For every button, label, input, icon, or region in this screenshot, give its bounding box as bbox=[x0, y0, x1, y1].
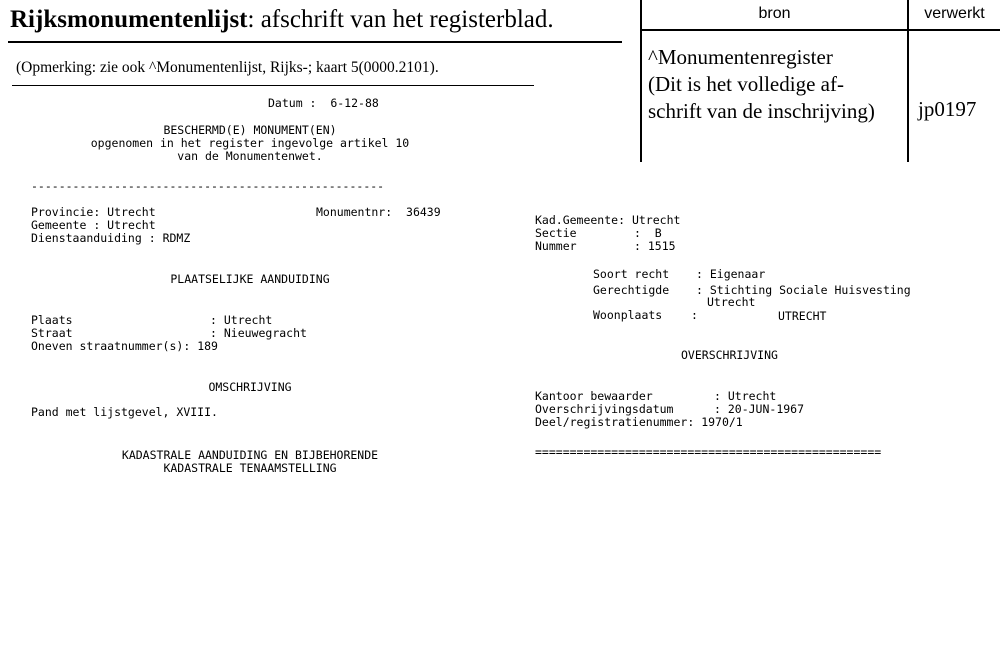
table-header-source: bron bbox=[758, 5, 791, 22]
source-cell bbox=[648, 44, 904, 125]
omschrijving-text: Pand met lijstgevel, XVIII. bbox=[31, 405, 218, 419]
doc-heading-2: opgenomen in het register ingevolge artikel 10 bbox=[90, 136, 410, 150]
doc-heading-3: van de Monumentenwet. bbox=[177, 149, 323, 163]
deel-label: Deel/registratienummer bbox=[535, 415, 688, 429]
soort-recht-value-row: : Eigenaar bbox=[696, 267, 766, 281]
straat-value-row: : Nieuwegracht bbox=[210, 326, 307, 340]
kantoor-value-row: : Utrecht bbox=[714, 389, 777, 403]
monumentnr-label: Monumentnr bbox=[316, 205, 386, 219]
kadastrale-heading-1: KADASTRALE AANDUIDING EN BIJBEHORENDE bbox=[121, 448, 379, 462]
sectie-value: B bbox=[654, 226, 662, 240]
table-left-border bbox=[640, 0, 642, 162]
gerechtigde-value-2: Utrecht bbox=[707, 295, 756, 309]
source-line: schrift van de inschrijving) bbox=[648, 99, 875, 123]
title-rest: : afschrift van het registerblad. bbox=[247, 6, 554, 33]
plaats-label: Plaats bbox=[31, 313, 73, 327]
dienst-row: Dienstaanduiding : RDMZ bbox=[31, 231, 191, 245]
worked-code: jp0197 bbox=[918, 97, 977, 121]
kad-gemeente-row: Kad.Gemeente: Utrecht bbox=[535, 213, 681, 227]
dienst-label: Dienstaanduiding bbox=[31, 231, 142, 245]
kad-gemeente-value: Utrecht bbox=[631, 213, 681, 227]
table-column-divider bbox=[907, 0, 909, 162]
monumentnr-value: 36439 bbox=[406, 205, 441, 219]
plaats-value: Utrecht bbox=[223, 313, 273, 327]
oneven-value: 189 bbox=[197, 339, 218, 353]
oneven-label: Oneven straatnummer(s) bbox=[31, 339, 184, 353]
date-label: Datum bbox=[268, 96, 303, 110]
provincie-label: Provincie bbox=[31, 205, 94, 219]
date-row: Datum : 6-12-88 bbox=[268, 96, 379, 110]
sectie-label: Sectie bbox=[535, 226, 577, 240]
equals-separator: ================================================== bbox=[535, 445, 882, 459]
remark-note: (Opmerking: zie ook ^Monumentenlijst, Rijks-; kaart 5(0000.2101). bbox=[16, 59, 439, 76]
gemeente-value: Utrecht bbox=[107, 218, 156, 232]
plaats-value-row: : Utrecht bbox=[210, 313, 273, 327]
source-line: ^Monumentenregister bbox=[648, 45, 833, 69]
oneven-row: Oneven straatnummer(s): 189 bbox=[31, 339, 218, 353]
kad-gemeente-label: Kad.Gemeente bbox=[535, 213, 619, 227]
deel-value: 1970/1 bbox=[701, 415, 743, 429]
deel-row: Deel/registratienummer: 1970/1 bbox=[535, 415, 743, 429]
nummer-value: 1515 bbox=[647, 239, 676, 253]
remark-divider bbox=[12, 85, 534, 86]
gerechtigde-label: Gerechtigde bbox=[593, 283, 670, 297]
table-header-rule bbox=[640, 29, 1000, 31]
overschrijvingsdatum-value-row: : 20-JUN-1967 bbox=[714, 402, 805, 416]
gerechtigde-value-1: Stichting Sociale Huisvesting bbox=[709, 283, 911, 297]
soort-recht-label: Soort recht bbox=[593, 267, 670, 281]
dienst-value: RDMZ bbox=[162, 231, 191, 245]
nummer-label: Nummer bbox=[535, 239, 577, 253]
table-header-worked: verwerkt bbox=[924, 5, 985, 22]
plaatselijke-heading: PLAATSELIJKE AANDUIDING bbox=[170, 272, 330, 286]
straat-label: Straat bbox=[31, 326, 73, 340]
gerechtigde-value-row: : Stichting Sociale Huisvesting bbox=[696, 283, 911, 297]
doc-heading-1: BESCHERMD(E) MONUMENT(EN) bbox=[163, 123, 337, 137]
title-divider bbox=[8, 41, 622, 43]
woonplaats-label: Woonplaats bbox=[593, 308, 663, 322]
overschrijvingsdatum-label: Overschrijvingsdatum bbox=[535, 402, 674, 416]
dash-separator: --------------------------------------------------- bbox=[31, 179, 385, 193]
overschrijvingsdatum-value: 20-JUN-1967 bbox=[727, 402, 805, 416]
provincie-row: Provincie: Utrecht bbox=[31, 205, 156, 219]
kadastrale-heading-2: KADASTRALE TENAAMSTELLING bbox=[163, 461, 337, 475]
kantoor-value: Utrecht bbox=[727, 389, 777, 403]
sectie-value-row: : B bbox=[634, 226, 662, 240]
woonplaats-colon: : bbox=[691, 308, 698, 322]
title-bold: Rijksmonumentenlijst bbox=[10, 6, 248, 33]
gemeente-row: Gemeente : Utrecht bbox=[31, 218, 156, 232]
straat-value: Nieuwegracht bbox=[223, 326, 307, 340]
woonplaats-value: UTRECHT bbox=[778, 309, 827, 323]
overschrijving-heading: OVERSCHRIJVING bbox=[681, 348, 778, 362]
soort-recht-value: Eigenaar bbox=[709, 267, 766, 281]
monumentnr-row: Monumentnr: 36439 bbox=[316, 205, 441, 219]
kantoor-label: Kantoor bewaarder bbox=[535, 389, 653, 403]
page-title bbox=[10, 6, 554, 34]
nummer-value-row: : 1515 bbox=[634, 239, 676, 253]
date-value: 6-12-88 bbox=[330, 96, 379, 110]
source-line: (Dit is het volledige af- bbox=[648, 72, 844, 96]
provincie-value: Utrecht bbox=[107, 205, 156, 219]
gemeente-label: Gemeente bbox=[31, 218, 87, 232]
omschrijving-heading: OMSCHRIJVING bbox=[208, 380, 292, 394]
